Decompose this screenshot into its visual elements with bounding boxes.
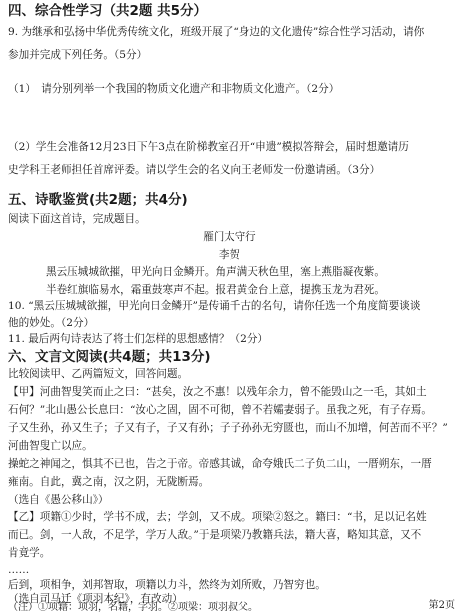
jia-line4: 河曲智叟亡以应。 [8, 440, 93, 452]
section4-heading: 四、综合性学习（共2题 共5分） [8, 3, 207, 19]
yi-note: （注）①项籍：项羽，名籍，字羽。②项梁：项羽叔父。 [8, 602, 258, 613]
poem-line1: 黑云压城城欲摧，甲光向日金鳞开。角声满天秋色里，塞上燕脂凝夜紫。 [46, 266, 385, 278]
ellipsis: …… [8, 564, 30, 576]
q9-2-line2: 史学科王老师担任首席评委。请以学生会的名义向王老师发一份邀请函。（3分） [8, 164, 381, 176]
jia-line1: 【甲】河曲智叟笑而止之曰：“甚矣，汝之不惠！以残年余力，曾不能毁山之一毛，其如土 [8, 386, 427, 398]
q10-line2: 他的妙处。（2分） [8, 317, 95, 329]
page-number: 第2页 [428, 600, 455, 611]
jia-line5: 操蛇之神闻之，惧其不已也，告之于帝。帝感其诚，命夸娥氏二子负二山，一厝朔东，一厝 [8, 458, 432, 470]
section5-heading: 五、诗歌鉴赏(共2题；共4分) [8, 192, 188, 208]
yi-line4: 后到，项相争，刘邦智取，项籍以力斗，然终为刘所败，乃智穷也。 [8, 579, 326, 591]
q11: 11. 最后两句诗表达了将士们怎样的思想感情？（2分） [8, 333, 269, 345]
jia-line2: 石何？”北山愚公长息曰：“汝心之固，固不可彻，曾不若孀妻弱子。虽我之死，有子存焉。 [8, 404, 432, 416]
poem-title: 雁门太守行 [203, 231, 256, 243]
q9-1: （1） 请分别列举一个我国的物质文化遗产和非物质文化遗产。（2分） [8, 83, 340, 95]
section5-intro: 阅读下面这首诗，完成题目。 [8, 213, 146, 225]
section6-intro: 比较阅读甲、乙两篇短文，回答问题。 [8, 368, 189, 380]
yi-line2: 而已。剑，一人敌，不足学，学万人敌。”于是项梁乃教籍兵法，籍大喜，略知其意，又不 [8, 529, 422, 541]
q9-line2: 参加并完成下列任务。（5分） [8, 49, 148, 61]
q10-line1: 10. “黑云压城城欲摧，甲光向日金鳞开”是传诵千古的名句，请你任选一个角度简要谈谈 [8, 300, 421, 312]
jia-line3: 子又生孙，孙又生子；子又有子，子又有孙；子子孙孙无穷匮也，而山不加增，何苦而不平？” [8, 422, 448, 434]
q9-line1: 9. 为继承和弘扬中华优秀传统文化，班级开展了“身边的文化遗传”综合性学习活动，请你 [8, 26, 425, 38]
poem-line2: 半卷红旗临易水，霜重鼓寒声不起。报君黄金台上意，提携玉龙为君死。 [46, 284, 385, 296]
yi-line1: 【乙】项籍①少时，学书不成，去；学剑，又不成。项梁②怒之。籍曰：“书，足以记名姓 [8, 511, 427, 523]
q9-2-line1: （2）学生会准备12月23日下午3点在阶梯教室召开“申遗”模拟答辩会，届时想邀请历 [8, 141, 409, 153]
yi-line3: 肯竟学。 [8, 547, 51, 559]
poem-author: 李贺 [219, 249, 240, 261]
jia-source: （选自《愚公移山》） [8, 494, 109, 506]
section6-heading: 六、文言文阅读(共4题；共13分) [8, 349, 211, 365]
jia-line6: 雍南。自此，冀之南，汉之阴，无陇断焉。 [8, 476, 210, 488]
yi-source: （选自司马迁《项羽本纪》，有改动） [8, 593, 183, 605]
